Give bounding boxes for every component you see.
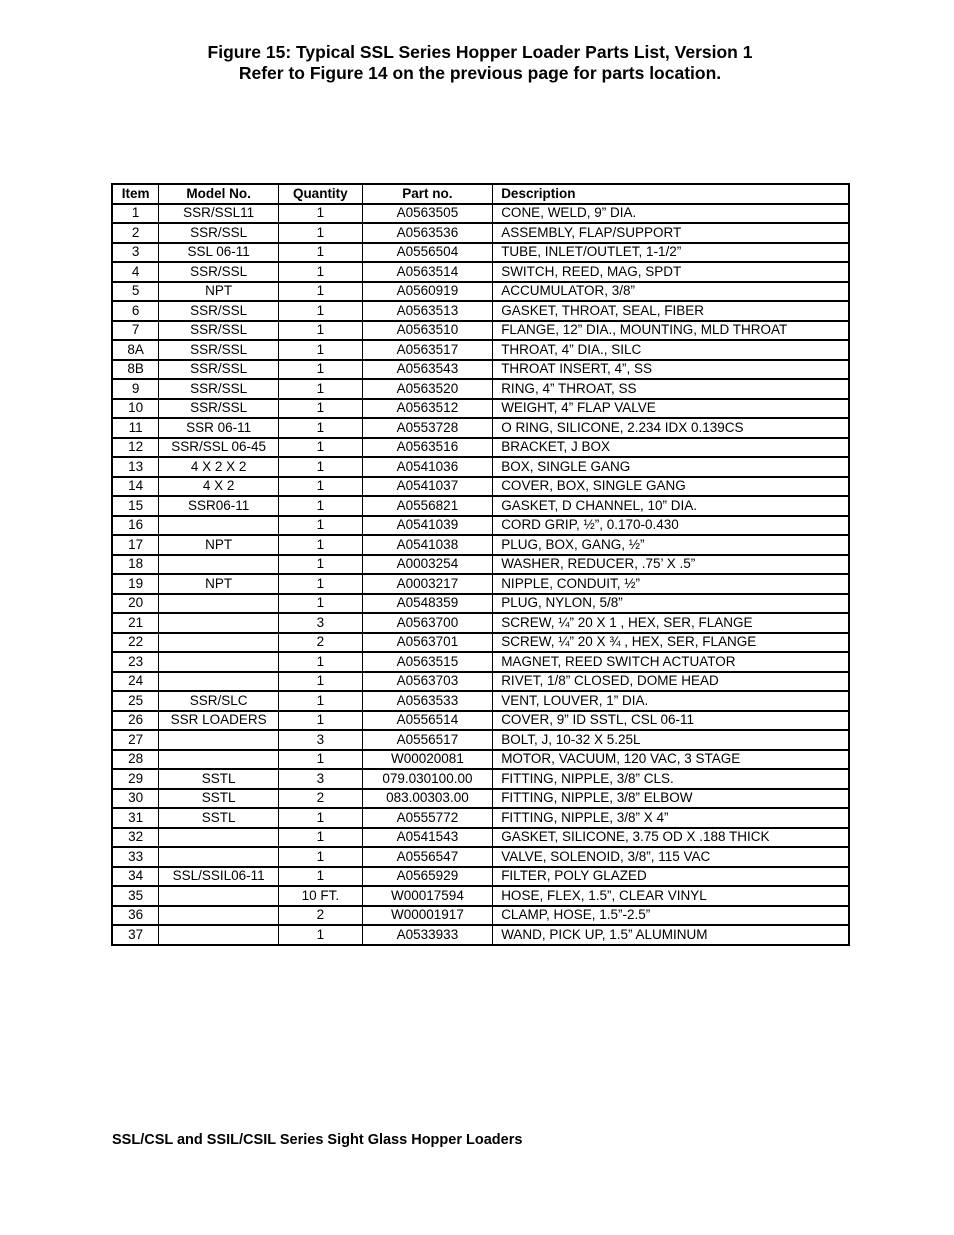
table-row — [112, 769, 849, 789]
model-no-cell — [159, 828, 279, 848]
quantity-cell: 1 — [279, 340, 363, 360]
quantity-cell: 3 — [279, 613, 363, 633]
parts-table — [111, 183, 850, 946]
item-cell: 15 — [112, 496, 159, 516]
table-row — [112, 613, 849, 633]
part-no-cell: A0541037 — [362, 477, 493, 497]
model-no-cell: SSR/SSL — [159, 223, 279, 243]
model-no-cell: SSR/SSL — [159, 262, 279, 282]
table-row — [112, 672, 849, 692]
model-no-cell — [159, 633, 279, 653]
item-cell: 8A — [112, 340, 159, 360]
part-no-cell: A0553728 — [362, 418, 493, 438]
model-no-cell: SSR/SSL 06-45 — [159, 438, 279, 458]
quantity-cell: 2 — [279, 633, 363, 653]
description-cell: FILTER, POLY GLAZED — [493, 867, 849, 887]
part-no-cell: A0563700 — [362, 613, 493, 633]
model-no-cell: SSR/SSL11 — [159, 204, 279, 224]
header-part-no: Part no. — [362, 184, 493, 204]
description-cell: VALVE, SOLENOID, 3/8”, 115 VAC — [493, 847, 849, 867]
quantity-cell: 1 — [279, 691, 363, 711]
parts-table-body — [112, 204, 849, 945]
table-row — [112, 730, 849, 750]
table-row — [112, 555, 849, 575]
item-cell: 30 — [112, 789, 159, 809]
table-header-row — [112, 184, 849, 204]
quantity-cell: 1 — [279, 847, 363, 867]
table-row — [112, 204, 849, 224]
description-cell: ASSEMBLY, FLAP/SUPPORT — [493, 223, 849, 243]
model-no-cell — [159, 555, 279, 575]
model-no-cell — [159, 652, 279, 672]
part-no-cell: A0563514 — [362, 262, 493, 282]
part-no-cell: A0556517 — [362, 730, 493, 750]
part-no-cell: A0563536 — [362, 223, 493, 243]
model-no-cell: SSTL — [159, 808, 279, 828]
model-no-cell: NPT — [159, 282, 279, 302]
description-cell: WAND, PICK UP, 1.5” ALUMINUM — [493, 925, 849, 945]
table-row — [112, 340, 849, 360]
quantity-cell: 1 — [279, 223, 363, 243]
part-no-cell: 079.030100.00 — [362, 769, 493, 789]
part-no-cell: A0541543 — [362, 828, 493, 848]
table-row — [112, 867, 849, 887]
table-row — [112, 574, 849, 594]
model-no-cell: 4 X 2 — [159, 477, 279, 497]
table-row — [112, 886, 849, 906]
quantity-cell: 1 — [279, 243, 363, 263]
model-no-cell: SSR/SSL — [159, 321, 279, 341]
model-no-cell — [159, 672, 279, 692]
part-no-cell: 083.00303.00 — [362, 789, 493, 809]
model-no-cell — [159, 750, 279, 770]
model-no-cell: SSR/SSL — [159, 379, 279, 399]
table-row — [112, 379, 849, 399]
quantity-cell: 1 — [279, 594, 363, 614]
description-cell: RIVET, 1/8” CLOSED, DOME HEAD — [493, 672, 849, 692]
quantity-cell: 3 — [279, 769, 363, 789]
quantity-cell: 1 — [279, 379, 363, 399]
quantity-cell: 1 — [279, 808, 363, 828]
page-footer: SSL/CSL and SSIL/CSIL Series Sight Glass Hopper Loaders — [112, 1132, 523, 1148]
item-cell: 3 — [112, 243, 159, 263]
description-cell: CLAMP, HOSE, 1.5”-2.5” — [493, 906, 849, 926]
part-no-cell: A0556821 — [362, 496, 493, 516]
model-no-cell: SSR 06-11 — [159, 418, 279, 438]
table-row — [112, 223, 849, 243]
quantity-cell: 1 — [279, 438, 363, 458]
description-cell: O RING, SILICONE, 2.234 IDX 0.139CS — [493, 418, 849, 438]
table-row — [112, 477, 849, 497]
item-cell: 31 — [112, 808, 159, 828]
header-item: Item — [112, 184, 159, 204]
model-no-cell — [159, 847, 279, 867]
figure-subtitle: Refer to Figure 14 on the previous page for parts location. — [238, 63, 722, 83]
quantity-cell: 1 — [279, 457, 363, 477]
quantity-cell: 1 — [279, 828, 363, 848]
model-no-cell — [159, 594, 279, 614]
item-cell: 18 — [112, 555, 159, 575]
model-no-cell: SSTL — [159, 769, 279, 789]
item-cell: 36 — [112, 906, 159, 926]
part-no-cell: A0563510 — [362, 321, 493, 341]
description-cell: FITTING, NIPPLE, 3/8” X 4” — [493, 808, 849, 828]
quantity-cell: 1 — [279, 867, 363, 887]
model-no-cell: SSR/SSL — [159, 301, 279, 321]
item-cell: 11 — [112, 418, 159, 438]
model-no-cell — [159, 925, 279, 945]
quantity-cell: 1 — [279, 711, 363, 731]
item-cell: 20 — [112, 594, 159, 614]
description-cell: BOX, SINGLE GANG — [493, 457, 849, 477]
description-cell: MOTOR, VACUUM, 120 VAC, 3 STAGE — [493, 750, 849, 770]
quantity-cell: 1 — [279, 360, 363, 380]
description-cell: WEIGHT, 4” FLAP VALVE — [493, 399, 849, 419]
quantity-cell: 2 — [279, 906, 363, 926]
model-no-cell: 4 X 2 X 2 — [159, 457, 279, 477]
item-cell: 19 — [112, 574, 159, 594]
part-no-cell: A0563703 — [362, 672, 493, 692]
description-cell: ACCUMULATOR, 3/8” — [493, 282, 849, 302]
part-no-cell: A0560919 — [362, 282, 493, 302]
description-cell: BRACKET, J BOX — [493, 438, 849, 458]
description-cell: GASKET, D CHANNEL, 10” DIA. — [493, 496, 849, 516]
part-no-cell: A0556547 — [362, 847, 493, 867]
part-no-cell: W00020081 — [362, 750, 493, 770]
item-cell: 22 — [112, 633, 159, 653]
part-no-cell: A0563543 — [362, 360, 493, 380]
description-cell: GASKET, THROAT, SEAL, FIBER — [493, 301, 849, 321]
quantity-cell: 10 FT. — [279, 886, 363, 906]
header-quantity: Quantity — [279, 184, 363, 204]
table-row — [112, 457, 849, 477]
table-row — [112, 399, 849, 419]
model-no-cell: SSR LOADERS — [159, 711, 279, 731]
table-row — [112, 808, 849, 828]
part-no-cell: A0003254 — [362, 555, 493, 575]
table-row — [112, 262, 849, 282]
model-no-cell: NPT — [159, 535, 279, 555]
model-no-cell — [159, 886, 279, 906]
item-cell: 26 — [112, 711, 159, 731]
header-model-no: Model No. — [159, 184, 279, 204]
table-row — [112, 321, 849, 341]
part-no-cell: A0541036 — [362, 457, 493, 477]
item-cell: 12 — [112, 438, 159, 458]
header-description: Description — [493, 184, 849, 204]
table-row — [112, 360, 849, 380]
item-cell: 10 — [112, 399, 159, 419]
item-cell: 13 — [112, 457, 159, 477]
item-cell: 29 — [112, 769, 159, 789]
item-cell: 37 — [112, 925, 159, 945]
description-cell: HOSE, FLEX, 1.5”, CLEAR VINYL — [493, 886, 849, 906]
item-cell: 5 — [112, 282, 159, 302]
part-no-cell: A0548359 — [362, 594, 493, 614]
item-cell: 35 — [112, 886, 159, 906]
description-cell: COVER, 9” ID SSTL, CSL 06-11 — [493, 711, 849, 731]
description-cell: PLUG, NYLON, 5/8” — [493, 594, 849, 614]
description-cell: SWITCH, REED, MAG, SPDT — [493, 262, 849, 282]
part-no-cell: A0565929 — [362, 867, 493, 887]
description-cell: CONE, WELD, 9” DIA. — [493, 204, 849, 224]
table-row — [112, 828, 849, 848]
table-row — [112, 906, 849, 926]
table-row — [112, 691, 849, 711]
item-cell: 32 — [112, 828, 159, 848]
model-no-cell: SSR/SSL — [159, 340, 279, 360]
description-cell: THROAT INSERT, 4”, SS — [493, 360, 849, 380]
description-cell: SCREW, ¼” 20 X 1 , HEX, SER, FLANGE — [493, 613, 849, 633]
item-cell: 6 — [112, 301, 159, 321]
item-cell: 34 — [112, 867, 159, 887]
quantity-cell: 1 — [279, 750, 363, 770]
description-cell: GASKET, SILICONE, 3.75 OD X .188 THICK — [493, 828, 849, 848]
description-cell: MAGNET, REED SWITCH ACTUATOR — [493, 652, 849, 672]
part-no-cell: A0563512 — [362, 399, 493, 419]
quantity-cell: 3 — [279, 730, 363, 750]
description-cell: FITTING, NIPPLE, 3/8” ELBOW — [493, 789, 849, 809]
item-cell: 2 — [112, 223, 159, 243]
model-no-cell: NPT — [159, 574, 279, 594]
model-no-cell: SSR/SLC — [159, 691, 279, 711]
table-row — [112, 925, 849, 945]
part-no-cell: A0003217 — [362, 574, 493, 594]
part-no-cell: W00017594 — [362, 886, 493, 906]
description-cell: VENT, LOUVER, 1” DIA. — [493, 691, 849, 711]
part-no-cell: A0556504 — [362, 243, 493, 263]
quantity-cell: 1 — [279, 672, 363, 692]
part-no-cell: A0563513 — [362, 301, 493, 321]
description-cell: FITTING, NIPPLE, 3/8” CLS. — [493, 769, 849, 789]
part-no-cell: A0563520 — [362, 379, 493, 399]
model-no-cell: SSR/SSL — [159, 360, 279, 380]
part-no-cell: A0563516 — [362, 438, 493, 458]
item-cell: 23 — [112, 652, 159, 672]
quantity-cell: 1 — [279, 301, 363, 321]
model-no-cell: SSR/SSL — [159, 399, 279, 419]
quantity-cell: 1 — [279, 321, 363, 341]
description-cell: TUBE, INLET/OUTLET, 1-1/2” — [493, 243, 849, 263]
quantity-cell: 1 — [279, 477, 363, 497]
model-no-cell — [159, 613, 279, 633]
description-cell: CORD GRIP, ½”, 0.170-0.430 — [493, 516, 849, 536]
description-cell: FLANGE, 12” DIA., MOUNTING, MLD THROAT — [493, 321, 849, 341]
table-row — [112, 652, 849, 672]
item-cell: 27 — [112, 730, 159, 750]
part-no-cell: W00001917 — [362, 906, 493, 926]
part-no-cell: A0533933 — [362, 925, 493, 945]
quantity-cell: 1 — [279, 282, 363, 302]
description-cell: WASHER, REDUCER, .75’ X .5” — [493, 555, 849, 575]
quantity-cell: 1 — [279, 496, 363, 516]
table-row — [112, 633, 849, 653]
quantity-cell: 1 — [279, 262, 363, 282]
item-cell: 7 — [112, 321, 159, 341]
description-cell: BOLT, J, 10-32 X 5.25L — [493, 730, 849, 750]
description-cell: PLUG, BOX, GANG, ½” — [493, 535, 849, 555]
part-no-cell: A0541039 — [362, 516, 493, 536]
description-cell: COVER, BOX, SINGLE GANG — [493, 477, 849, 497]
table-row — [112, 282, 849, 302]
table-row — [112, 418, 849, 438]
item-cell: 14 — [112, 477, 159, 497]
item-cell: 9 — [112, 379, 159, 399]
quantity-cell: 1 — [279, 574, 363, 594]
table-row — [112, 516, 849, 536]
table-row — [112, 496, 849, 516]
quantity-cell: 1 — [279, 535, 363, 555]
table-row — [112, 594, 849, 614]
part-no-cell: A0556514 — [362, 711, 493, 731]
model-no-cell: SSL/SSIL06-11 — [159, 867, 279, 887]
table-row — [112, 301, 849, 321]
part-no-cell: A0563515 — [362, 652, 493, 672]
item-cell: 17 — [112, 535, 159, 555]
part-no-cell: A0555772 — [362, 808, 493, 828]
model-no-cell — [159, 906, 279, 926]
model-no-cell: SSL 06-11 — [159, 243, 279, 263]
part-no-cell: A0541038 — [362, 535, 493, 555]
table-row — [112, 711, 849, 731]
item-cell: 33 — [112, 847, 159, 867]
table-row — [112, 750, 849, 770]
item-cell: 24 — [112, 672, 159, 692]
description-cell: THROAT, 4” DIA., SILC — [493, 340, 849, 360]
description-cell: NIPPLE, CONDUIT, ½” — [493, 574, 849, 594]
description-cell: RING, 4” THROAT, SS — [493, 379, 849, 399]
description-cell: SCREW, ¼” 20 X ¾ , HEX, SER, FLANGE — [493, 633, 849, 653]
quantity-cell: 1 — [279, 399, 363, 419]
model-no-cell — [159, 516, 279, 536]
part-no-cell: A0563505 — [362, 204, 493, 224]
model-no-cell: SSR06-11 — [159, 496, 279, 516]
item-cell: 25 — [112, 691, 159, 711]
quantity-cell: 1 — [279, 925, 363, 945]
figure-title: Figure 15: Typical SSL Series Hopper Loader Parts List, Version 1 — [207, 42, 753, 62]
item-cell: 21 — [112, 613, 159, 633]
model-no-cell — [159, 730, 279, 750]
quantity-cell: 2 — [279, 789, 363, 809]
table-row — [112, 847, 849, 867]
quantity-cell: 1 — [279, 652, 363, 672]
part-no-cell: A0563533 — [362, 691, 493, 711]
table-row — [112, 438, 849, 458]
table-row — [112, 789, 849, 809]
quantity-cell: 1 — [279, 516, 363, 536]
item-cell: 28 — [112, 750, 159, 770]
item-cell: 8B — [112, 360, 159, 380]
part-no-cell: A0563517 — [362, 340, 493, 360]
item-cell: 16 — [112, 516, 159, 536]
quantity-cell: 1 — [279, 204, 363, 224]
table-row — [112, 535, 849, 555]
item-cell: 4 — [112, 262, 159, 282]
quantity-cell: 1 — [279, 418, 363, 438]
table-row — [112, 243, 849, 263]
model-no-cell: SSTL — [159, 789, 279, 809]
part-no-cell: A0563701 — [362, 633, 493, 653]
item-cell: 1 — [112, 204, 159, 224]
quantity-cell: 1 — [279, 555, 363, 575]
